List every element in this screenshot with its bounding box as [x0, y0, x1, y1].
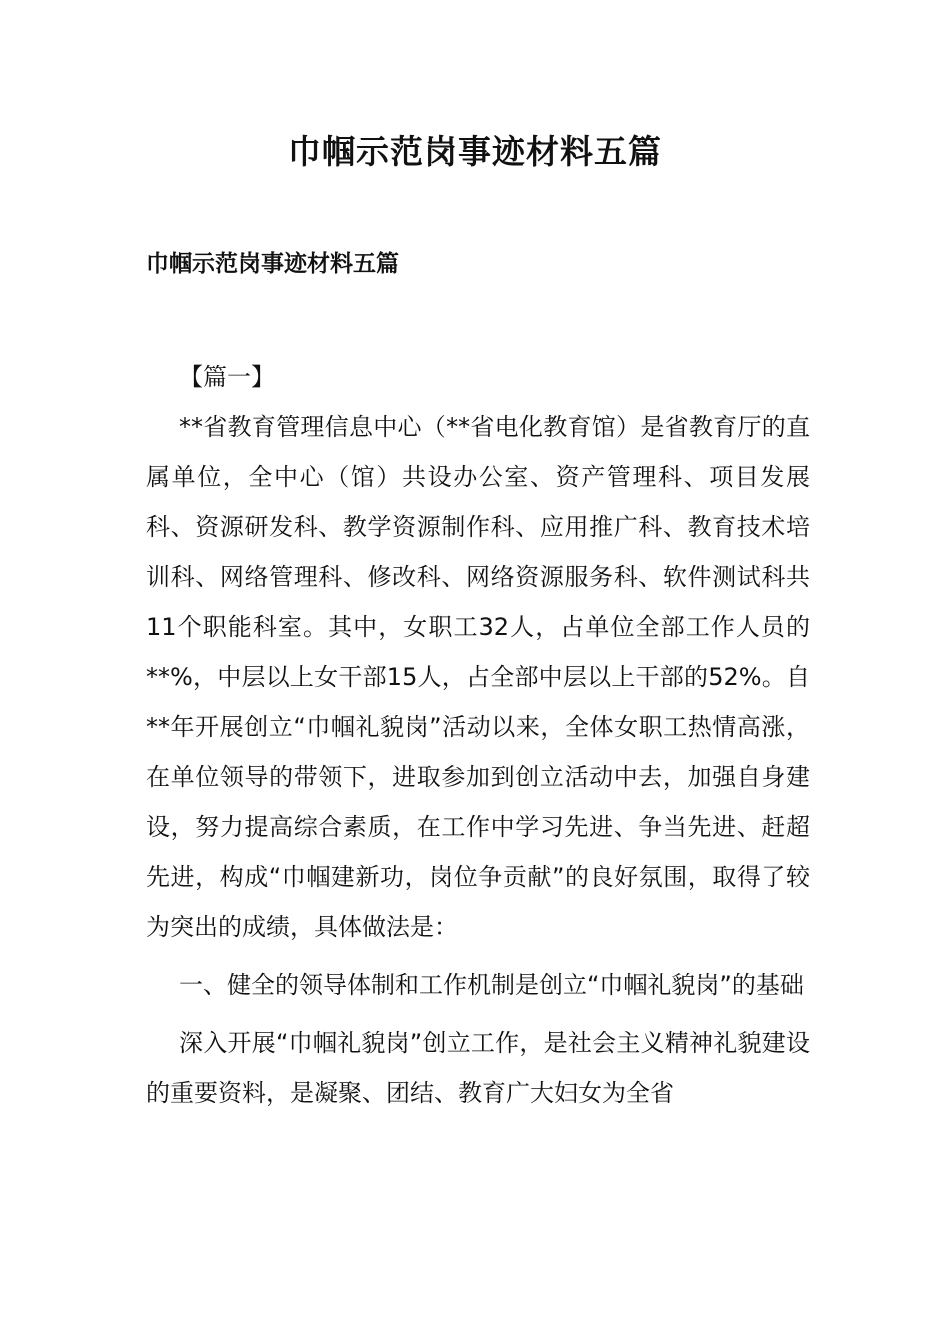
- section-heading: 一、健全的领导体制和工作机制是创立“巾帼礼貌岗”的基础: [179, 971, 804, 999]
- document-body: [146, 352, 810, 1118]
- document-title: 巾帼示范岗事迹材料五篇: [288, 132, 662, 171]
- document-subtitle: 巾帼示范岗事迹材料五篇: [146, 251, 399, 277]
- paragraph-body: 深入开展“巾帼礼貌岗”创立工作，是社会主义精神礼貌建设的重要资料，是凝聚、团结、教育广大妇女为全省: [146, 1029, 810, 1107]
- section-marker: 【篇一】: [179, 363, 275, 391]
- paragraph-intro: **省教育管理信息中心（**省电化教育馆）是省教育厅的直属单位，全中心（馆）共设办公室、资产管理科、项目发展科、资源研发科、教学资源制作科、应用推广科、教育技术培训科、网络管理科、修改科、网络资源服务科、软件测试科共11个职能科室。其中，女职工32人，占单位全部工作人员的**%，中层以上女干部15人，占全部中层以上干部的52%。自**年开展创立“巾帼礼貌岗”活动以来，全体女职工热情高涨，在单位领导的带领下，进取参加到创立活动中去，加强自身建设，努力提高综合素质，在工作中学习先进、争当先进、赶超先进，构成“巾帼建新功，岗位争贡献”的良好氛围，取得了较为突出的成绩，具体做法是：: [146, 413, 810, 941]
